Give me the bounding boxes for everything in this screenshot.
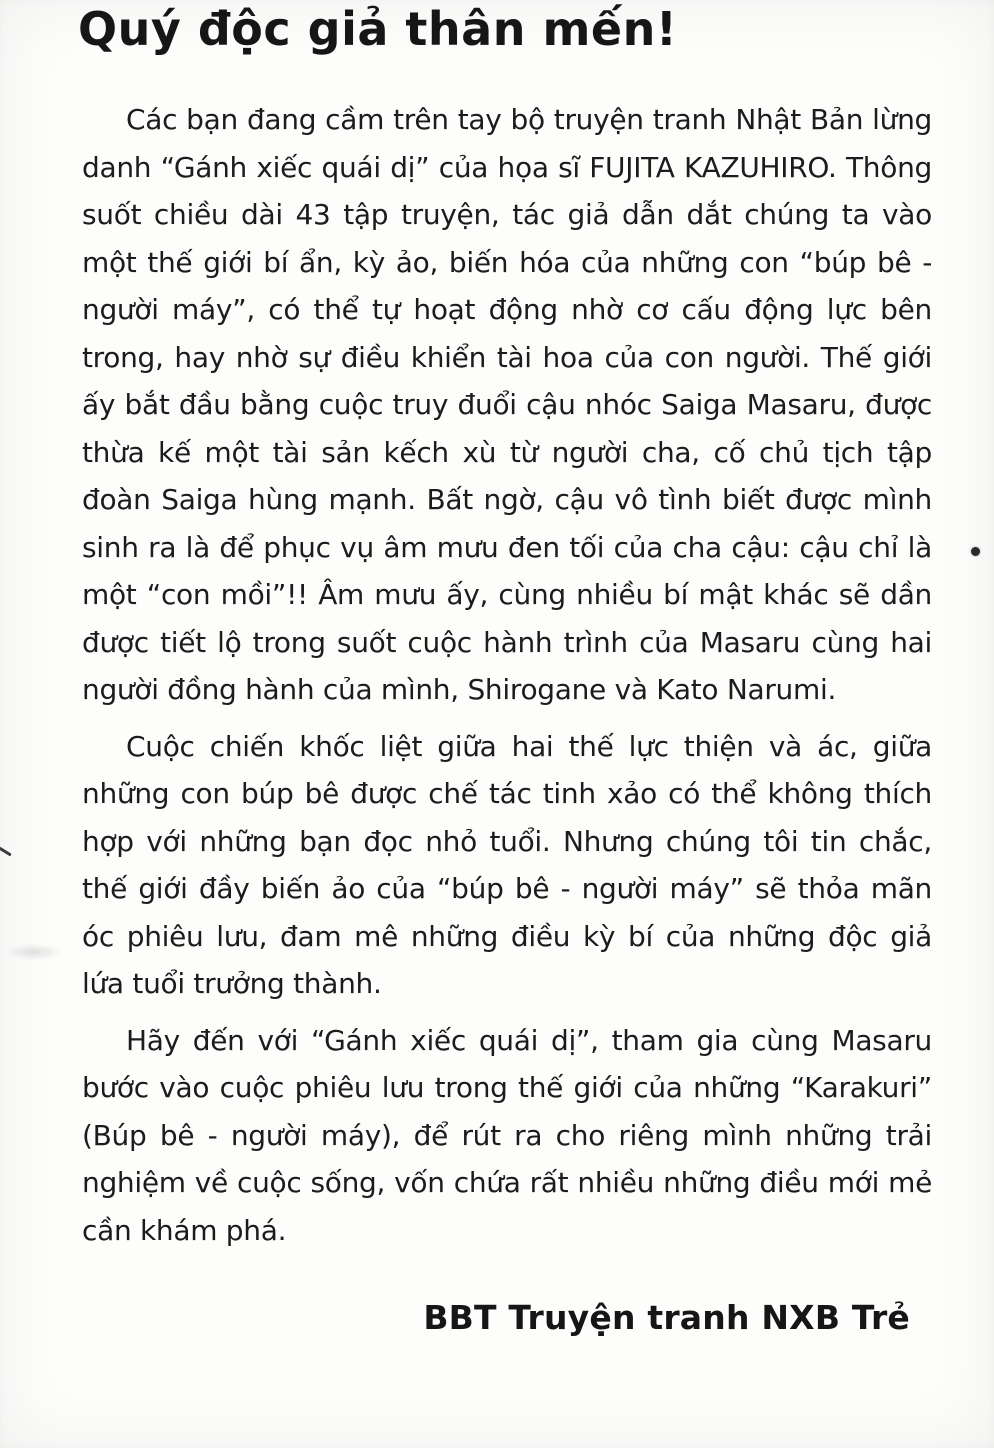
page-title: Quý độc giả thân mến! [78,2,678,56]
editorial-signature: BBT Truyện tranh NXB Trẻ [423,1298,910,1337]
paragraph-invitation: Hãy đến với “Gánh xiếc quái dị”, tham gia cùng Masaru bước vào cuộc phiêu lưu trong thế giới của những “Karakuri” (Búp bê - người máy), để rút ra cho riêng mình những trải nghiệm về cuộc sống, vốn chứa rất nhiều những điều mới mẻ cần khám phá. [82,1023,932,1247]
paragraph-introduction: Các bạn đang cầm trên tay bộ truyện tranh Nhật Bản lừng danh “Gánh xiếc quái dị” của họa sĩ FUJITA KAZUHIRO. Thông suốt chiều dài 43 tập truyện, tác giả dẫn dắt chúng ta vào một thế giới bí ẩn, kỳ ảo, biến hóa của những con “búp bê - người máy”, có thể tự hoạt động nhờ cơ cấu động lực bên trong, hay nhờ sự điều khiển tài hoa của con người. Thế giới ấy bắt đầu bằng cuộc truy đuổi cậu nhóc Saiga Masaru, được thừa kế một tài sản kếch xù từ người cha, cố chủ tịch tập đoàn Saiga hùng mạnh. Bất ngờ, cậu vô tình biết được mình sinh ra là để phục vụ âm mưu đen tối của cha cậu: cậu chỉ là một “con mồi”!! Âm mưu ấy, cùng nhiều bí mật khác sẽ dần được tiết lộ trong suốt cuộc hành trình của Masaru cùng hai người đồng hành của mình, Shirogane và Kato Narumi. [82,103,932,706]
scan-artifact-edge-tick [0,847,12,857]
paragraph-audience-note: Cuộc chiến khốc liệt giữa hai thế lực thiện và ác, giữa những con búp bê được chế tác tinh xảo có thể không thích hợp với những bạn đọc nhỏ tuổi. Nhưng chúng tôi tin chắc, thế giới đầy biến ảo của “búp bê - người máy” sẽ thỏa mãn óc phiêu lưu, đam mê những điều kỳ bí của những độc giả lứa tuổi trưởng thành. [82,729,932,1000]
scan-artifact-ink-dot [971,547,980,556]
body-text [82,96,932,1254]
scan-artifact-smudge [8,944,60,960]
